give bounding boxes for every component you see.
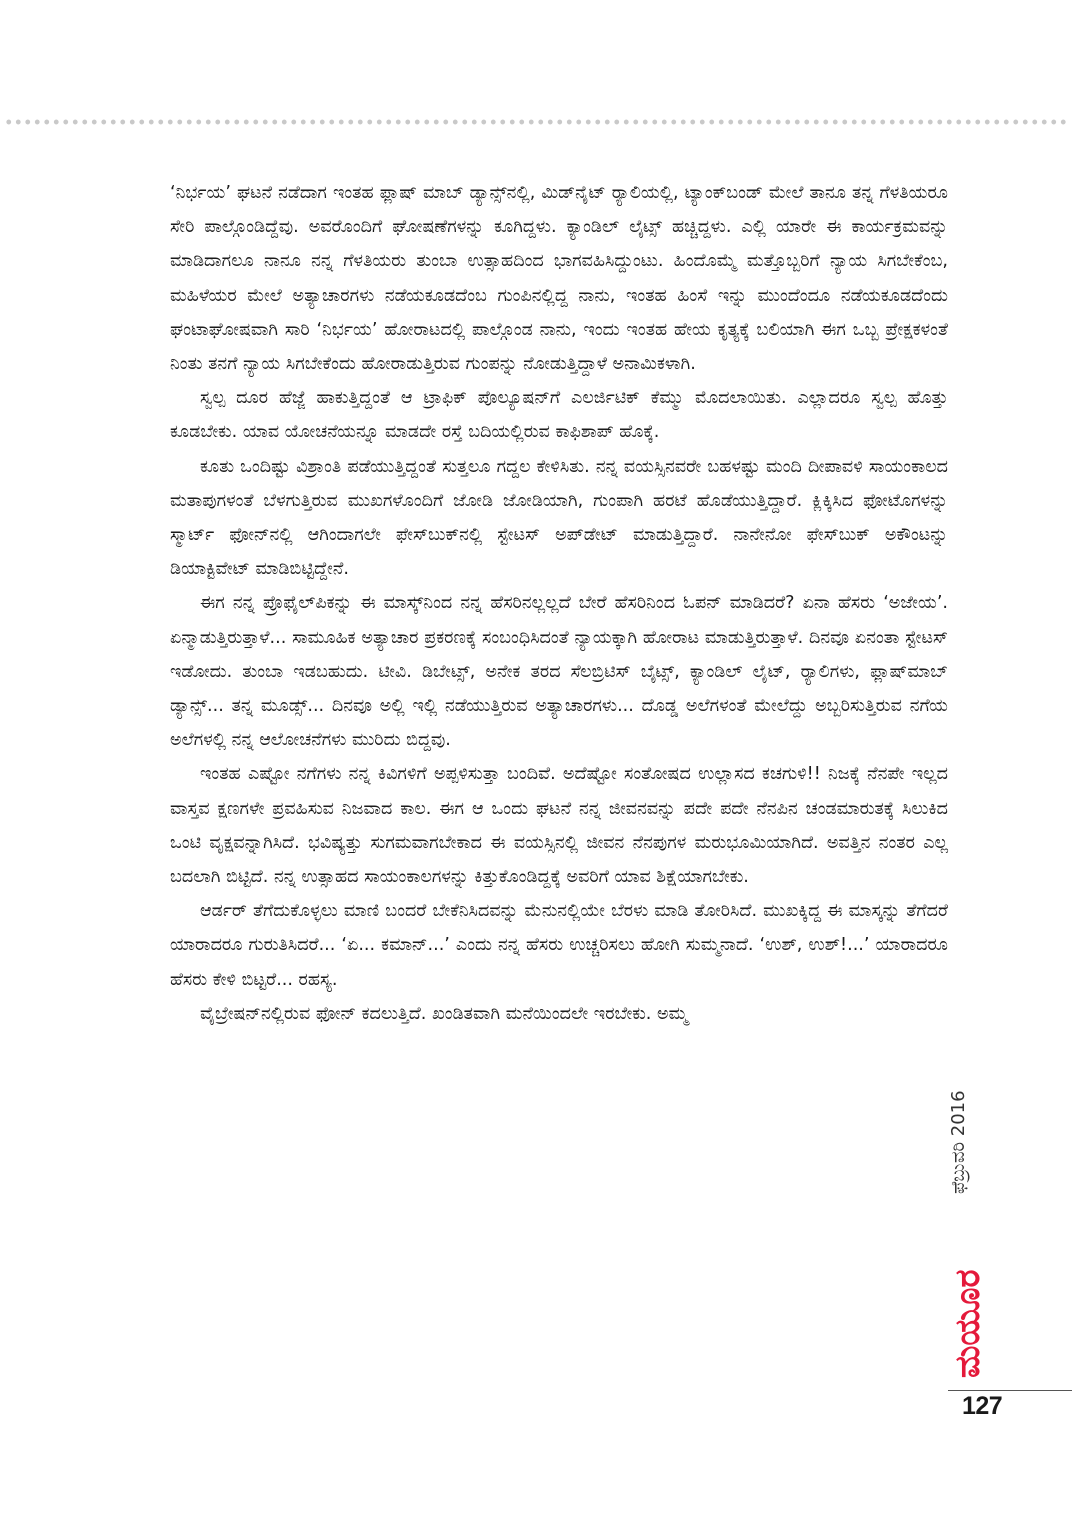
article-paragraph: ಸ್ವಲ್ಪ ದೂರ ಹೆಜ್ಜೆ ಹಾಕುತ್ತಿದ್ದಂತೆ ಆ ಟ್ರಾಫಿಕ್ ಪೊಲ್ಯೂಷನ್‌ಗೆ ಎಲರ್ಜಿಟಿಕ್ ಕೆಮ್ಮು ಮೊದಲಾಯಿತು. ಎಲ್ಲಾದರೂ ಸ್ವಲ್ಪ ಹೊತ್ತು ಕೂಡಬೇಕು. ಯಾವ ಯೋಚನೆಯನ್ನೂ ಮಾಡದೇ ರಸ್ತೆ ಬದಿಯಲ್ಲಿರುವ ಕಾಫಿಶಾಪ್ ಹೊಕ್ಕೆ.	[170, 388, 948, 443]
issue-date: ಫೆಬ್ರುವರಿ 2016	[948, 1090, 969, 1194]
article-paragraph: ಆರ್ಡರ್ ತೆಗೆದುಕೊಳ್ಳಲು ಮಾಣಿ ಬಂದರೆ ಬೇಕೆನಿಸಿದವನ್ನು ಮೆನುನಲ್ಲಿಯೇ ಬೆರಳು ಮಾಡಿ ತೋರಿಸಿದೆ. ಮುಖಕ್ಕಿದ್ದ ಈ ಮಾಸ್ಕನ್ನು ತೆಗೆದರೆ ಯಾರಾದರೂ ಗುರುತಿಸಿದರೆ... ‘ಏ... ಕಮಾನ್...’ ಎಂದು ನನ್ನ ಹೆಸರು ಉಚ್ಚರಿಸಲು ಹೋಗಿ ಸುಮ್ಮನಾದೆ. ‘ಉಶ್, ಉಶ್!...’ ಯಾರಾದರೂ ಹೆಸರು ಕೇಳಿ ಬಿಟ್ಟರೆ... ರಹಸ್ಯ.	[170, 901, 948, 990]
article-paragraph: ಈಗ ನನ್ನ ಪ್ರೊಫೈಲ್‌ಪಿಕನ್ನು ಈ ಮಾಸ್ಕ್‌ನಿಂದ ನನ್ನ ಹೆಸರಿನಲ್ಲಲ್ಲದೆ ಬೇರೆ ಹೆಸರಿನಿಂದ ಓಪನ್ ಮಾಡಿದರೆ? ಏನಾ ಹೆಸರು ‘ಅಜೇಯ’. ಏನ್ಮಾಡುತ್ತಿರುತ್ತಾಳೆ... ಸಾಮೂಹಿಕ ಅತ್ಯಾಚಾರ ಪ್ರಕರಣಕ್ಕೆ ಸಂಬಂಧಿಸಿದಂತೆ ನ್ಯಾಯಕ್ಕಾಗಿ ಹೋರಾಟ ಮಾಡುತ್ತಿರುತ್ತಾಳೆ. ದಿನವೂ ಏನಂತಾ ಸ್ಟೇಟಸ್ ಇಡೋದು. ತುಂಬಾ ಇಡಬಹುದು. ಟೀವಿ. ಡಿಬೇಟ್ಸ್, ಅನೇಕ ತರದ ಸೆಲಬ್ರಿಟಿಸ್ ಬೈಟ್ಸ್, ಕ್ಯಾಂಡಿಲ್ ಲೈಟ್, ರ್‍ಯಾಲಿಗಳು, ಫ್ಲಾಷ್‌ಮಾಬ್ ಡ್ಯಾನ್ಸ್... ತನ್ನ ಮೂಡ್ಸ್... ದಿನವೂ ಅಲ್ಲಿ ಇಲ್ಲಿ ನಡೆಯುತ್ತಿರುವ ಅತ್ಯಾಚಾರಗಳು... ದೊಡ್ಡ ಅಲೆಗಳಂತೆ ಮೇಲೆದ್ದು ಅಬ್ಬರಿಸುತ್ತಿರುವ ನಗೆಯ ಅಲೆಗಳಲ್ಲಿ ನನ್ನ ಆಲೋಚನೆಗಳು ಮುರಿದು ಬಿದ್ದವು.	[170, 593, 948, 751]
article-paragraph: ವೈಬ್ರೇಷನ್‌ನಲ್ಲಿರುವ ಫೋನ್ ಕದಲುತ್ತಿದೆ. ಖಂಡಿತವಾಗಿ ಮನೆಯಿಂದಲೇ ಇರಬೇಕು. ಅಮ್ಮ	[200, 1003, 688, 1024]
page-number-rule	[948, 1390, 1072, 1391]
dotted-header-rule	[4, 118, 1068, 126]
article-paragraph: ಕೂತು ಒಂದಿಷ್ಟು ವಿಶ್ರಾಂತಿ ಪಡೆಯುತ್ತಿದ್ದಂತೆ ಸುತ್ತಲೂ ಗದ್ದಲ ಕೇಳಿಸಿತು. ನನ್ನ ವಯಸ್ಸಿನವರೇ ಬಹಳಷ್ಟು ಮಂದಿ ದೀಪಾವಳಿ ಸಾಯಂಕಾಲದ ಮತಾಪುಗಳಂತೆ ಬೆಳಗುತ್ತಿರುವ ಮುಖಗಳೊಂದಿಗೆ ಜೋಡಿ ಜೋಡಿಯಾಗಿ, ಗುಂಪಾಗಿ ಹರಟೆ ಹೊಡೆಯುತ್ತಿದ್ದಾರೆ. ಕ್ಲಿಕ್ಕಿಸಿದ ಫೋಟೊಗಳನ್ನು ಸ್ಮಾರ್ಟ್ ಫೋನ್‌ನಲ್ಲಿ ಆಗಿಂದಾಗಲೇ ಫೇಸ್‌ಬುಕ್‌ನಲ್ಲಿ ಸ್ಟೇಟಸ್ ಅಪ್‌ಡೇಟ್ ಮಾಡುತ್ತಿದ್ದಾರೆ. ನಾನೇನೋ ಫೇಸ್‌ಬುಕ್ ಅಕೌಂಟನ್ನು ಡಿಯಾಕ್ಟಿವೇಟ್ ಮಾಡಿಬಿಟ್ಟಿದ್ದೇನೆ.	[170, 456, 948, 580]
article-paragraph: ‘ನಿರ್ಭಯ’ ಘಟನೆ ನಡೆದಾಗ ಇಂತಹ ಫ್ಲಾಷ್ ಮಾಬ್ ಡ್ಯಾನ್ಸ್‌ನಲ್ಲಿ, ಮಿಡ್‌ನೈಟ್ ರ್‍ಯಾಲಿಯಲ್ಲಿ, ಟ್ಯಾಂಕ್‌ಬಂಡ್ ಮೇಲೆ ತಾನೂ ತನ್ನ ಗೆಳತಿಯರೂ ಸೇರಿ ಪಾಲ್ಗೊಂಡಿದ್ದೆವು. ಅವರೊಂದಿಗೆ ಘೋಷಣೆಗಳನ್ನು ಕೂಗಿದ್ದಳು. ಕ್ಯಾಂಡಿಲ್ ಲೈಟ್ಸ್ ಹಚ್ಚಿದ್ದಳು. ಎಲ್ಲಿ ಯಾರೇ ಈ ಕಾರ್ಯಕ್ರಮವನ್ನು ಮಾಡಿದಾಗಲೂ ನಾನೂ ನನ್ನ ಗೆಳತಿಯರು ತುಂಬಾ ಉತ್ಸಾಹದಿಂದ ಭಾಗವಹಿಸಿದ್ದುಂಟು. ಹಿಂದೊಮ್ಮೆ ಮತ್ತೊಬ್ಬರಿಗೆ ನ್ಯಾಯ ಸಿಗಬೇಕೆಂಬ, ಮಹಿಳೆಯರ ಮೇಲೆ ಅತ್ಯಾಚಾರಗಳು ನಡೆಯಕೂಡದೆಂಬ ಗುಂಪಿನಲ್ಲಿದ್ದ ನಾನು, ಇಂತಹ ಹಿಂಸೆ ಇನ್ನು ಮುಂದೆಂದೂ ನಡೆಯಕೂಡದೆಂದು ಘಂಟಾಘೋಷವಾಗಿ ಸಾರಿ ‘ನಿರ್ಭಯ’ ಹೋರಾಟದಲ್ಲಿ ಪಾಲ್ಗೊಂಡ ನಾನು, ಇಂದು ಇಂತಹ ಹೇಯ ಕೃತ್ಯಕ್ಕೆ ಬಲಿಯಾಗಿ ಈಗ ಒಬ್ಬ ಪ್ರೇಕ್ಷಕಳಂತೆ ನಿಂತು ತನಗೆ ನ್ಯಾಯ ಸಿಗಬೇಕೆಂದು ಹೋರಾಡುತ್ತಿರುವ ಗುಂಪನ್ನು ನೋಡುತ್ತಿದ್ದಾಳೆ ಅನಾಮಿಕಳಾಗಿ.	[170, 183, 948, 375]
article-paragraph: ಇಂತಹ ಎಷ್ಟೋ ನಗೆಗಳು ನನ್ನ ಕಿವಿಗಳಿಗೆ ಅಪ್ಪಳಿಸುತ್ತಾ ಬಂದಿವೆ. ಅದೆಷ್ಟೋ ಸಂತೋಷದ ಉಲ್ಲಾಸದ ಕಚಗುಳಿ!! ನಿಜಕ್ಕೆ ನೆನಪೇ ಇಲ್ಲದ ವಾಸ್ತವ ಕ್ಷಣಗಳೇ ಪ್ರವಹಿಸುವ ನಿಜವಾದ ಕಾಲ. ಈಗ ಆ ಒಂದು ಘಟನೆ ನನ್ನ ಜೀವನವನ್ನು ಪದೇ ಪದೇ ನೆನಪಿನ ಚಂಡಮಾರುತಕ್ಕೆ ಸಿಲುಕಿದ ಒಂಟಿ ವೃಕ್ಷವನ್ನಾಗಿಸಿದೆ. ಭವಿಷ್ಯತ್ತು ಸುಗಮವಾಗಬೇಕಾದ ಈ ವಯಸ್ಸಿನಲ್ಲಿ ಜೀವನ ನೆನಪುಗಳ ಮರುಭೂಮಿಯಾಗಿದೆ. ಅವತ್ತಿನ ನಂತರ ಎಲ್ಲ ಬದಲಾಗಿ ಬಿಟ್ಟಿದೆ. ನನ್ನ ಉತ್ಸಾಹದ ಸಾಯಂಕಾಲಗಳನ್ನು ಕಿತ್ತುಕೊಂಡಿದ್ದಕ್ಕೆ ಅವರಿಗೆ ಯಾವ ಶಿಕ್ಷೆಯಾಗಬೇಕು.	[170, 764, 948, 888]
magazine-side-strip	[948, 1090, 988, 1405]
article-body	[170, 176, 948, 1031]
magazine-logo: ಮಯೂರ	[948, 1269, 988, 1379]
page-number: 127	[962, 1392, 1003, 1420]
